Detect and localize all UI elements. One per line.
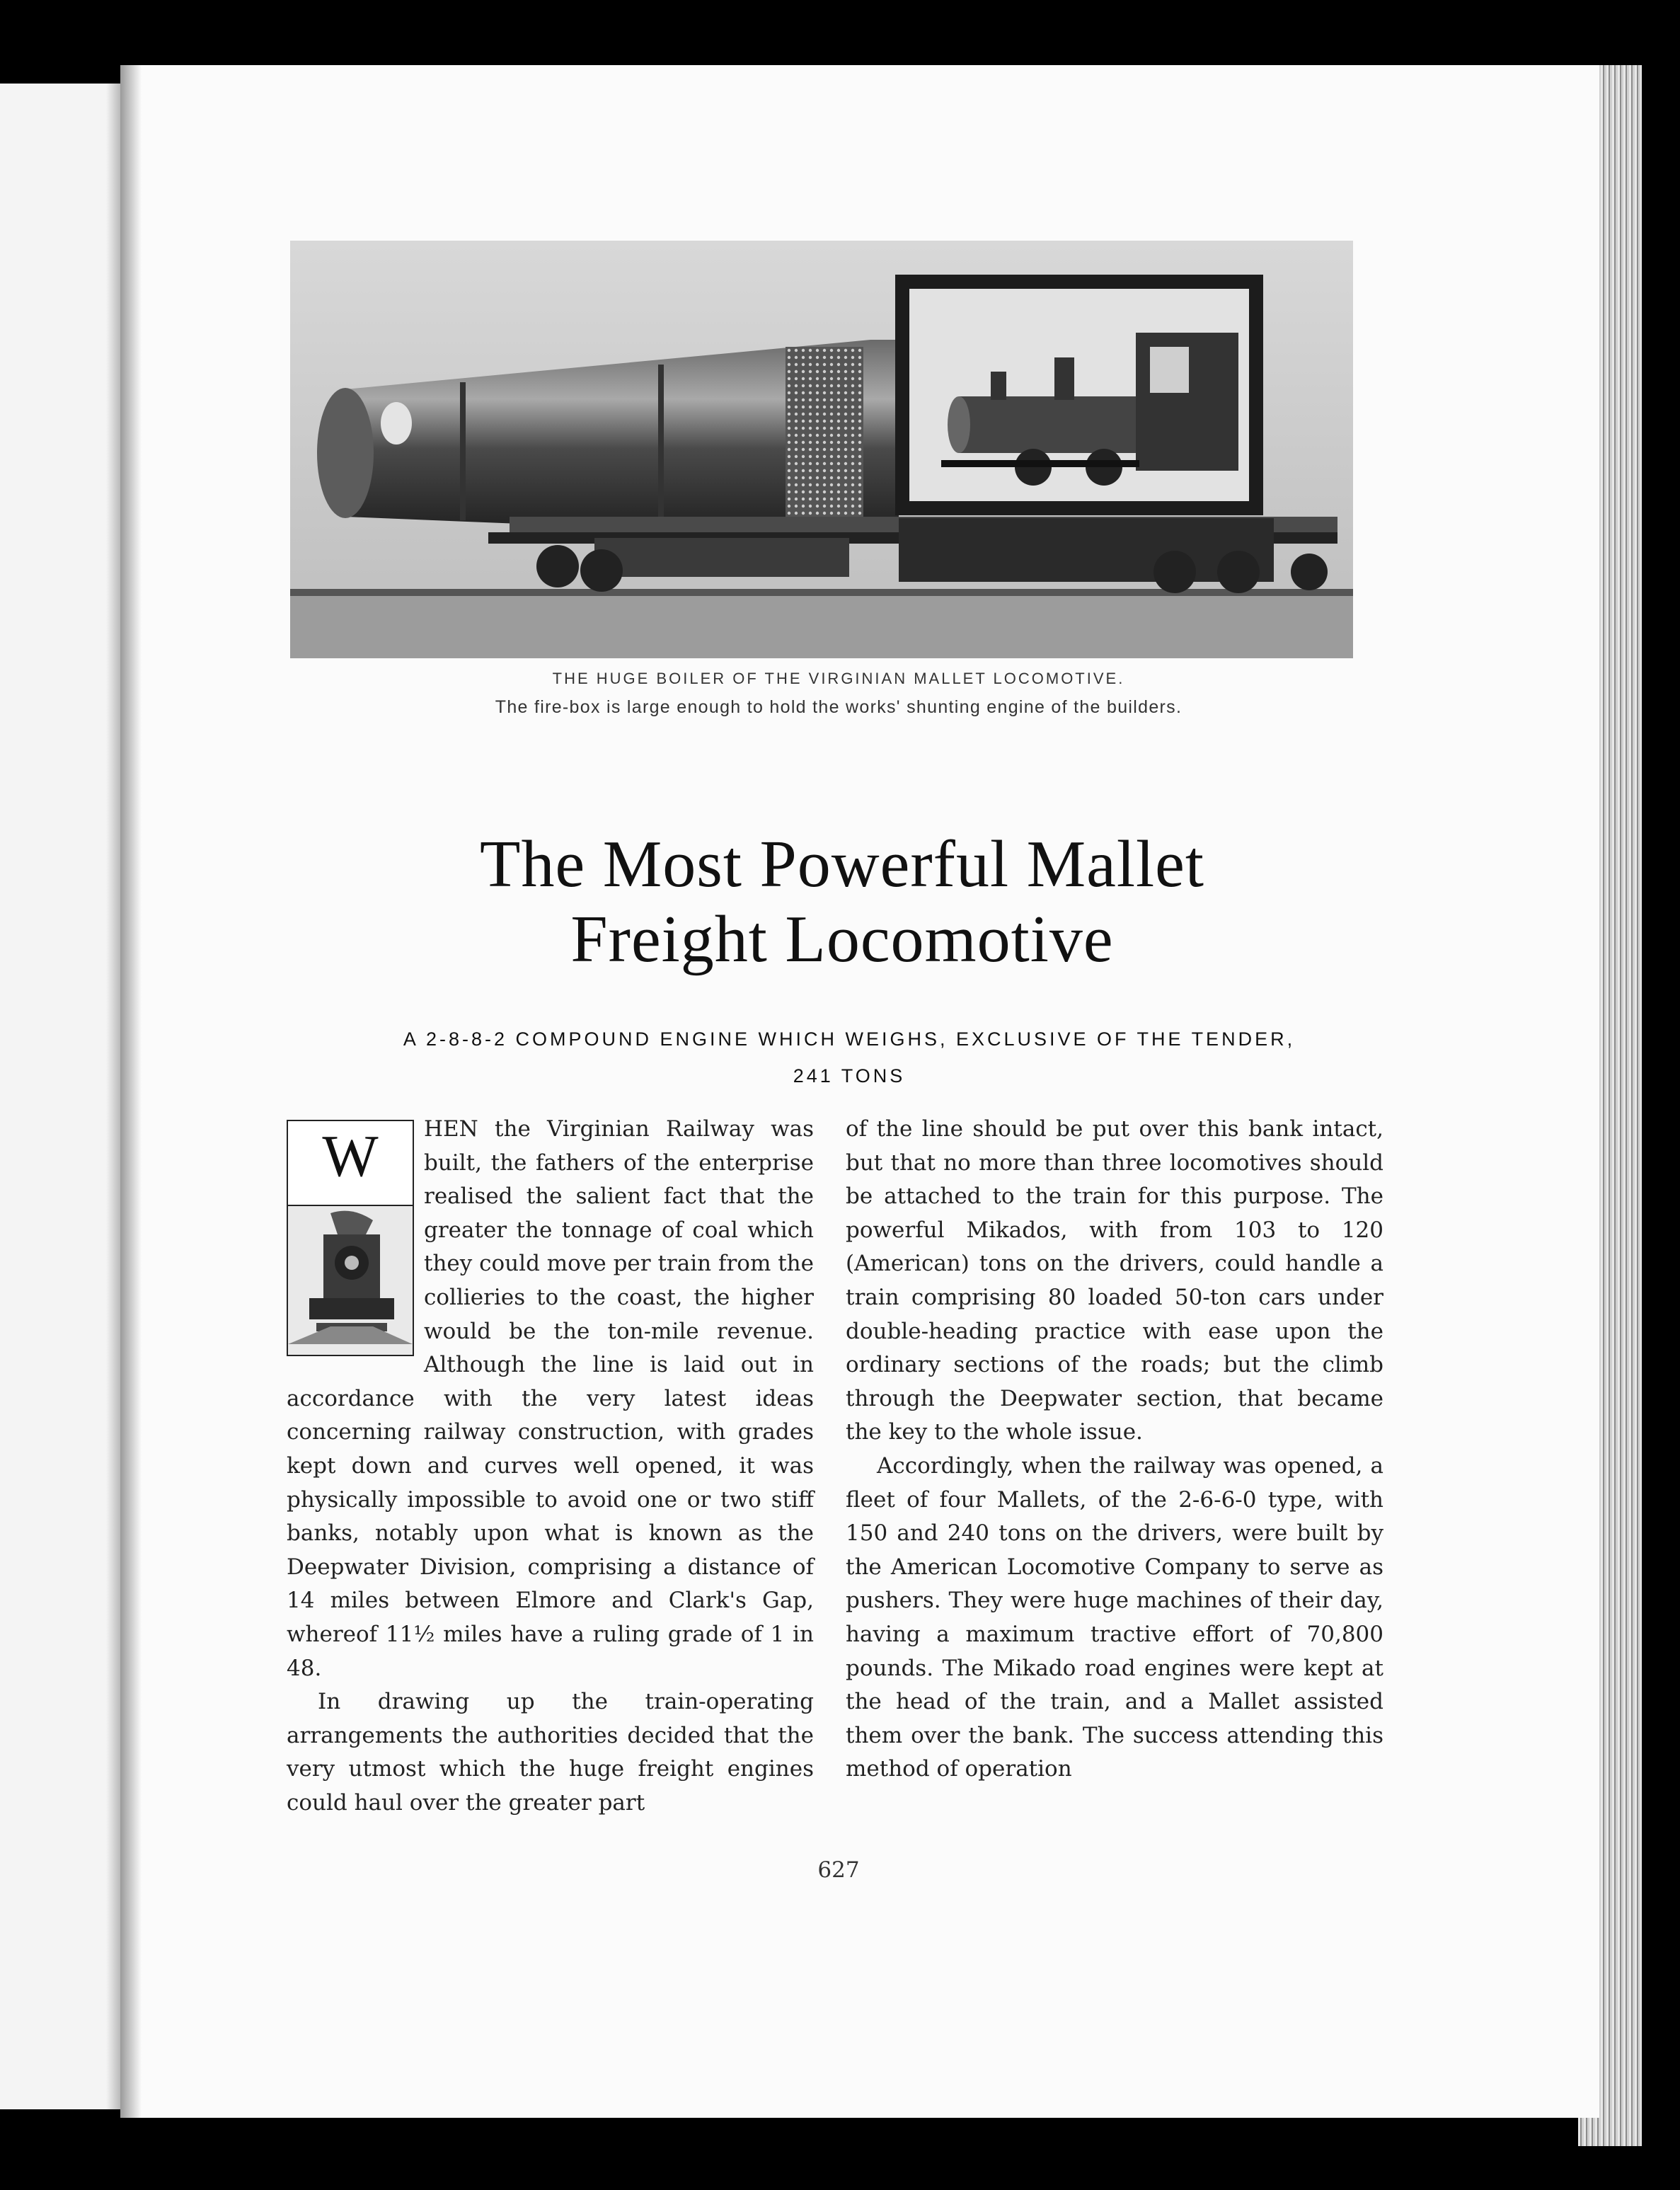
right-paragraph-2: Accordingly, when the railway was opened, a fleet of four Mallets, of the 2-6-6-0 type, with 150 and 240 tons on the drivers, were built by the American Locomotive Company to serve as pushers. They were huge machines of their day, having a maximum tractive effort of 70,800 pounds. The Mikado road engines were kept at the head of the train, and a Mallet assisted them over the bank. The success attending this method of operation	[846, 1452, 1383, 1782]
right-column	[846, 1113, 1383, 1787]
right-paragraph-1: of the line should be put over this bank intact, but that no more than three locomotives should be attached to the train for this purpose. The powerful Mikados, with from 103 to 120 (American) tons on the drivers, could handle a train comprising 80 loaded 50-ton cars under double-heading practice with ease upon the ordinary sections of the roads; but the climb through the Deepwater section, that became the key to the whole issue.	[846, 1116, 1383, 1445]
title-line-1: The Most Powerful Mallet	[480, 827, 1204, 901]
locomotive-vignette-icon	[288, 1206, 413, 1355]
figure-caption-text: The fire-box is large enough to hold the works' shunting engine of the builders.	[495, 697, 1183, 717]
figure-caption-title: THE HUGE BOILER OF THE VIRGINIAN MALLET LOCOMOTIVE.	[552, 670, 1125, 687]
boiler-photograph	[290, 241, 1353, 658]
page-shadow	[120, 65, 142, 2118]
left-paragraph-2: In drawing up the train-operating arrangements the authorities decided that the very utmost which the huge freight engines could haul over the greater part	[287, 1689, 814, 1816]
subtitle-line-1: A 2-8-8-2 COMPOUND ENGINE WHICH WEIGHS, EXCLUSIVE OF THE TENDER,	[403, 1028, 1296, 1050]
article-title	[283, 827, 1401, 977]
title-line-2: Freight Locomotive	[570, 902, 1114, 976]
page-number: 627	[817, 1857, 860, 1883]
left-column	[287, 1113, 814, 1820]
subtitle-line-2: 241 TONS	[793, 1065, 906, 1087]
drop-cap-letter: W	[288, 1121, 413, 1206]
left-paragraph-1: HEN the Virginian Railway was built, the fathers of the enterprise realised the salient fact that the greater the tonnage of coal which they could move per train from the collieries to the coast, the higher would be the ton-mile revenue. Although the line is laid out in accordance with the very latest ideas concerning railway construction, with grades kept down and curves well opened, it was physically impossible to avoid one or two stiff banks, notably upon what is known as the Deepwater Division, comprising a distance of 14 miles between Elmore and Clark's Gap, whereof 11½ miles have a ruling grade of 1 in 48.	[287, 1116, 814, 1681]
article-subtitle	[304, 1021, 1394, 1094]
drop-cap-box	[287, 1120, 414, 1356]
